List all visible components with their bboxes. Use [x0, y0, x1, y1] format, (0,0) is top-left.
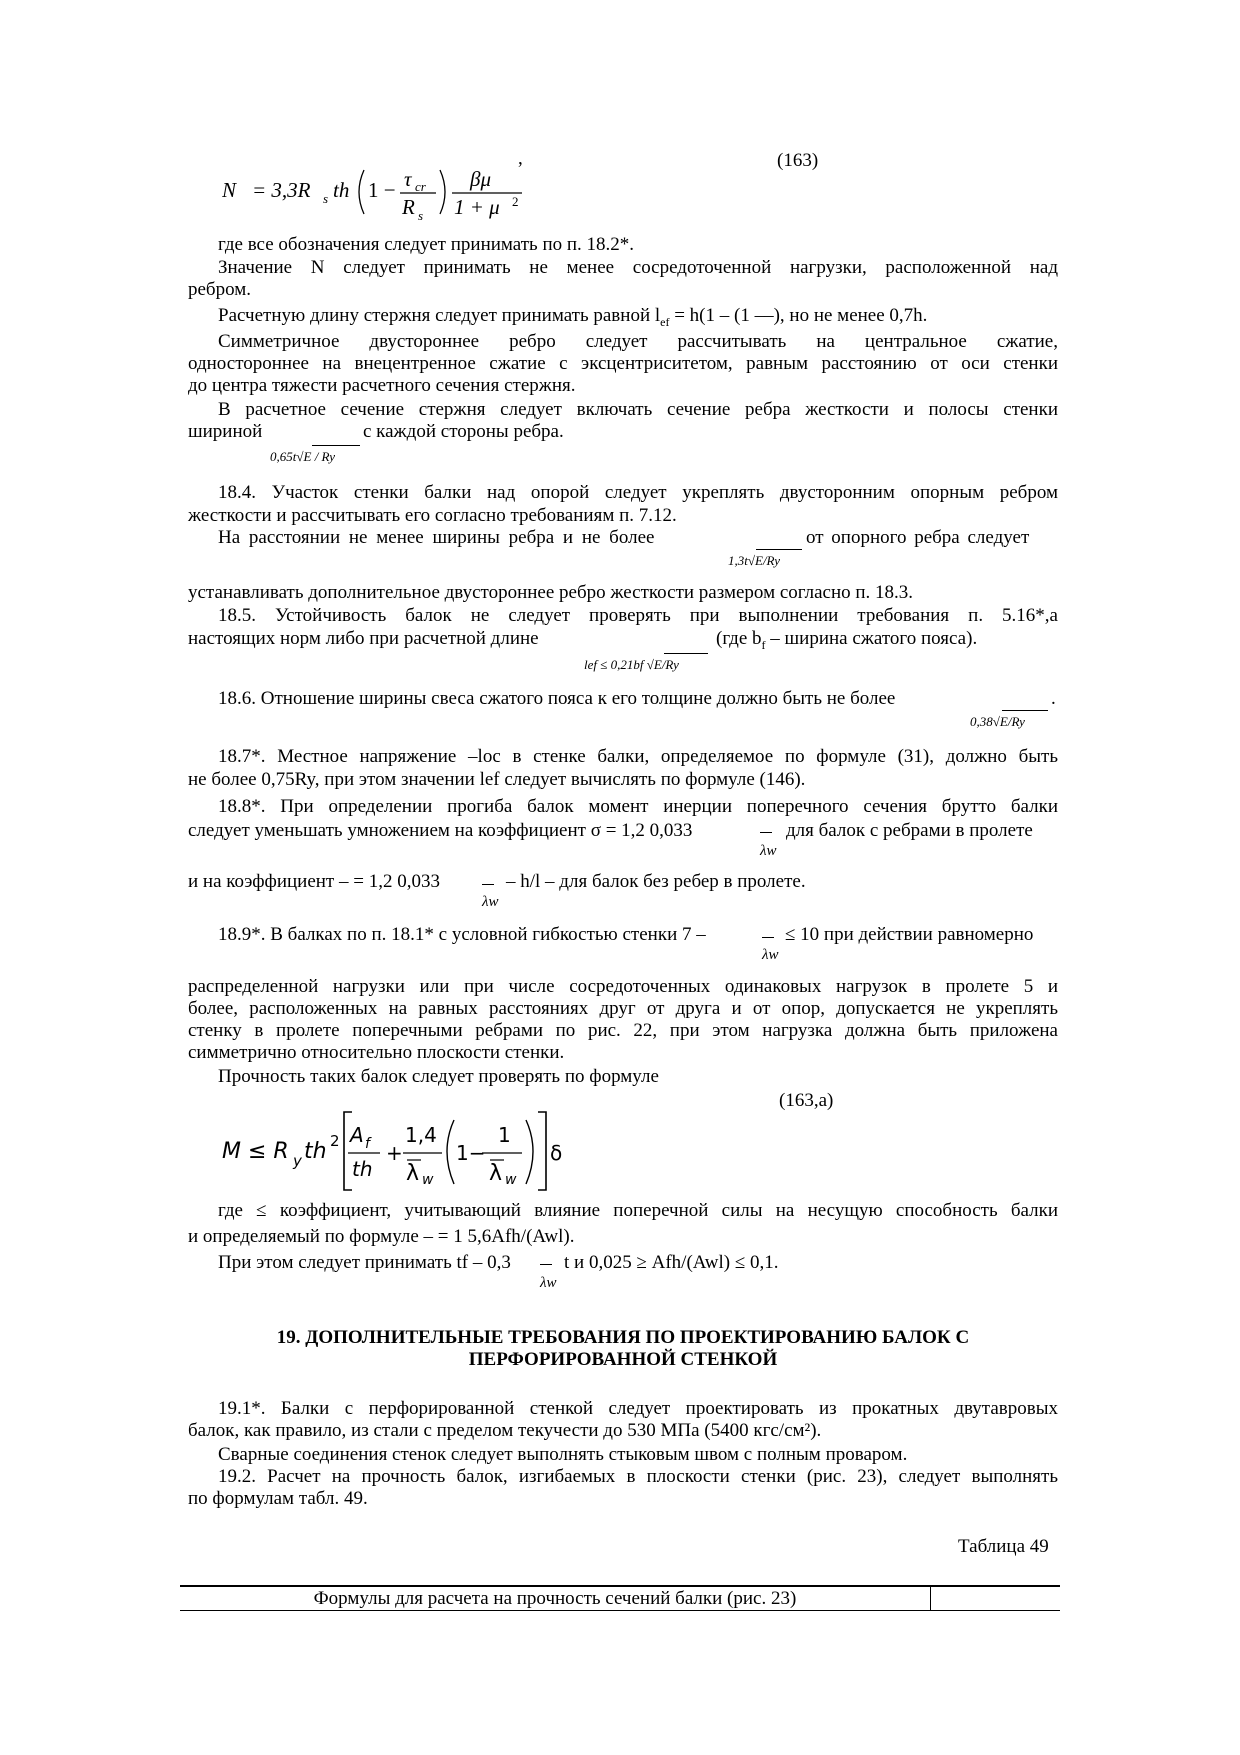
paragraph-p12-part2: – h/l – для балок без ребер в пролете.	[506, 871, 806, 892]
formula-163a-plus: +	[386, 1141, 403, 1165]
formula-163a-th2: th	[352, 1157, 373, 1181]
p3-text: Расчетную длину стержня следует принимать равной l	[218, 305, 661, 326]
table-49-top-border	[180, 1585, 1060, 1587]
formula-163a-one: 1	[498, 1123, 511, 1147]
paragraph-p7-part2: от опорного ребра следует	[806, 527, 1030, 548]
formula-163a-lhs: M ≤ R	[222, 1139, 289, 1164]
p7-formula-radical-bar	[756, 549, 802, 550]
paragraph-p11-line1: 18.8*. При определении прогиба балок момент инерции поперечного сечения брутто балки	[218, 796, 1058, 817]
section-19-title-line1: 19. ДОПОЛНИТЕЛЬНЫЕ ТРЕБОВАНИЯ ПО ПРОЕКТИРОВАНИЮ БАЛОК С	[276, 1327, 970, 1348]
paragraph-p7-line2: устанавливать дополнительное двустороннее ребро жесткости размером согласно п. 18.3.	[188, 582, 914, 603]
section-19-p1-line1: 19.1*. Балки с перфорированной стенкой следует проектировать из прокатных двутавровых	[218, 1398, 1058, 1419]
formula-163-comma: ,	[518, 148, 523, 169]
formula-163a-lambda2: λ	[489, 1161, 503, 1186]
paragraph-p10-line2: не более 0,75Ry, при этом значении lef следует вычислять по формуле (146).	[188, 769, 806, 790]
formula-163a-sq: 2	[330, 1132, 340, 1150]
paragraph-p14-line1: распределенной нагрузки или при числе сосредоточенных одинаковых нагрузок в пролете 5 и	[188, 976, 1058, 997]
formula-163a-lambda1: λ	[406, 1161, 420, 1186]
formula-163a-f: f	[365, 1136, 370, 1152]
section-19-p3-line1: 19.2. Расчет на прочность балок, изгибаемых в плоскости стенки (рис. 23), следует выполнять	[218, 1466, 1058, 1487]
formula-163-lhs: N	[222, 178, 237, 202]
formula-163a-y: y	[293, 1152, 302, 1170]
paragraph-p17-part1: При этом следует принимать tf ‒ 0,3	[218, 1252, 511, 1273]
paragraph-p14-line3: стенку в пролете поперечными ребрами по рис. 22, при этом нагрузка должна быть приложена	[188, 1020, 1058, 1041]
p13-lambda: λw	[762, 947, 779, 963]
section-19-p2: Сварные соединения стенок следует выполнять стыковым швом с полным проваром.	[218, 1444, 908, 1465]
paragraph-p3	[188, 305, 1058, 333]
table-49-header-cell: Формулы для расчета на прочность сечений балки (рис. 23)	[313, 1588, 797, 1609]
formula-163-th: th	[333, 178, 350, 202]
p8-rest: – ширина сжатого пояса).	[765, 628, 978, 649]
paragraph-p8-part2	[716, 628, 977, 653]
p7-formula: 1,3t√E/Ry	[728, 553, 781, 568]
formula-163-beta-mu: βμ	[470, 167, 491, 191]
table-49-caption: Таблица 49	[958, 1536, 1049, 1557]
p11-lambda: λw	[760, 843, 777, 859]
p17-lambda-bar	[540, 1264, 552, 1265]
formula-163-den: 1 + μ	[454, 195, 500, 219]
paragraph-p10-line1: 18.7*. Местное напряжение ‒loc в стенке балки, определяемое по формуле (31), должно быть	[218, 746, 1058, 767]
formula-163-cr: cr	[415, 179, 426, 194]
paragraph-p13-part2: ≤ 10 при действии равномерно	[785, 924, 1034, 945]
paragraph-p8-line1: 18.5. Устойчивость балок не следует проверять при выполнении требования п. 5.16*,а	[218, 605, 1058, 626]
p8-where: (где b	[716, 628, 762, 649]
paragraph-p12-part1: и на коэффициент ‒ = 1,2 0,033	[188, 871, 440, 892]
paragraph-p1: где все обозначения следует принимать по п. 18.2*.	[218, 234, 635, 255]
paragraph-p14-line4: симметрично относительно плоскости стенки.	[188, 1042, 565, 1063]
paragraph-p2-line1: Значение N следует принимать не менее сосредоточенной нагрузки, расположенной над	[218, 257, 1058, 278]
formula-163-one-minus: 1 −	[368, 178, 396, 202]
p17-lambda: λw	[540, 1275, 557, 1291]
p12-lambda: λw	[482, 894, 499, 910]
formula-163	[222, 152, 542, 222]
p9-formula-radical-bar	[1002, 710, 1048, 711]
paragraph-p2-line2: ребром.	[188, 279, 252, 300]
formula-163a-w1: w	[422, 1172, 434, 1188]
paragraph-p4-line2: одностороннее на внецентренное сжатие с эксцентриситетом, равным расстоянию от оси стенки	[188, 353, 1058, 374]
formula-163-body: = 3,3R	[252, 178, 311, 202]
paragraph-p5-line1: В расчетное сечение стержня следует включать сечение ребра жесткости и полосы стенки	[218, 399, 1058, 420]
paragraph-p4-line1: Симметричное двустороннее ребро следует рассчитывать на центральное сжатие,	[218, 331, 1058, 352]
p12-lambda-bar	[482, 884, 494, 885]
section-19-p3-line2: по формулам табл. 49.	[188, 1488, 368, 1509]
p3-sub: ef	[660, 314, 670, 329]
paragraph-p16-line2: и определяемый по формуле ‒ = 1 5,6Afh/(Awl).	[188, 1226, 575, 1247]
equation-number-163: (163)	[777, 150, 819, 171]
formula-163a-w2: w	[505, 1172, 517, 1188]
formula-163-sub-s: s	[323, 191, 329, 206]
p3-rest: = h(1 – (1 –‒), но не менее 0,7h.	[669, 305, 928, 326]
p11-lambda-bar	[760, 832, 772, 833]
paragraph-p6-line1: 18.4. Участок стенки балки над опорой следует укреплять двусторонним опорным ребром	[218, 482, 1058, 503]
section-19-p1-line2: балок, как правило, из стали с пределом текучести до 530 МПа (5400 кгс/см²).	[188, 1420, 822, 1441]
formula-163-rs: R	[402, 195, 415, 219]
paragraph-p5-rest: с каждой стороны ребра.	[363, 421, 564, 442]
p5-formula-radical-bar	[312, 445, 360, 446]
formula-163-tau: τ	[404, 167, 412, 191]
paragraph-p8-part1: настоящих норм либо при расчетной длине	[188, 628, 539, 649]
paragraph-p14-line2: более, расположенных на равных расстояниях друг от друга и от опор, допускается не укреплять	[188, 998, 1058, 1019]
p8-sub: f	[761, 637, 766, 652]
formula-163a-af: A	[350, 1123, 364, 1147]
table-49-column-divider	[930, 1586, 931, 1611]
formula-163a	[220, 1106, 580, 1196]
p13-lambda-bar	[762, 937, 774, 938]
p8-formula-radical-bar	[664, 653, 708, 654]
paragraph-p11-part2: для балок с ребрами в пролете	[786, 820, 1033, 841]
formula-163a-k: 1,4	[405, 1123, 437, 1147]
paragraph-p17-part2: t и 0,025 ≥ Afh/(Awl) ≤ 0,1.	[564, 1252, 779, 1273]
formula-163a-one-minus: 1−	[456, 1141, 486, 1165]
formula-163a-graphic	[220, 1106, 580, 1198]
paragraph-p11-part1: следует уменьшать умножением на коэффициент σ = 1,2 0,033	[188, 820, 693, 841]
paragraph-p9-part1: 18.6. Отношение ширины свеса сжатого пояса к его толщине должно быть не более	[218, 688, 896, 709]
paragraph-p7-part1: На расстоянии не менее ширины ребра и не более	[218, 527, 655, 548]
paragraph-p4-line3: до центра тяжести расчетного сечения стержня.	[188, 375, 576, 396]
p5-formula: 0,65t√E / Ry	[270, 449, 336, 464]
paragraph-p15: Прочность таких балок следует проверять по формуле	[218, 1066, 659, 1087]
equation-number-163a: (163,а)	[779, 1090, 834, 1111]
formula-163a-th: th	[304, 1139, 327, 1164]
p9-formula: 0,38√E/Ry	[970, 714, 1025, 729]
paragraph-p16-line1: где ≤ коэффициент, учитывающий влияние поперечной силы на несущую способность балки	[218, 1200, 1058, 1221]
formula-163-graphic	[222, 152, 542, 224]
paragraph-p6-line2: жесткости и рассчитывать его согласно требованиям п. 7.12.	[188, 505, 677, 526]
paragraph-p13-part1: 18.9*. В балках по п. 18.1* с условной гибкостью стенки 7 ‒	[218, 924, 706, 945]
p8-formula: lef ≤ 0,21bf √E/Ry	[584, 657, 679, 672]
formula-163a-delta: δ	[550, 1141, 563, 1165]
table-49-header-bottom-border	[180, 1610, 1060, 1611]
formula-163-sq: 2	[512, 194, 519, 209]
formula-163-rs-sub: s	[418, 208, 424, 223]
section-19-title-line2: ПЕРФОРИРОВАННОЙ СТЕНКОЙ	[468, 1349, 778, 1370]
paragraph-p9-dot: .	[1051, 688, 1056, 709]
paragraph-p5-word: шириной	[188, 421, 263, 442]
